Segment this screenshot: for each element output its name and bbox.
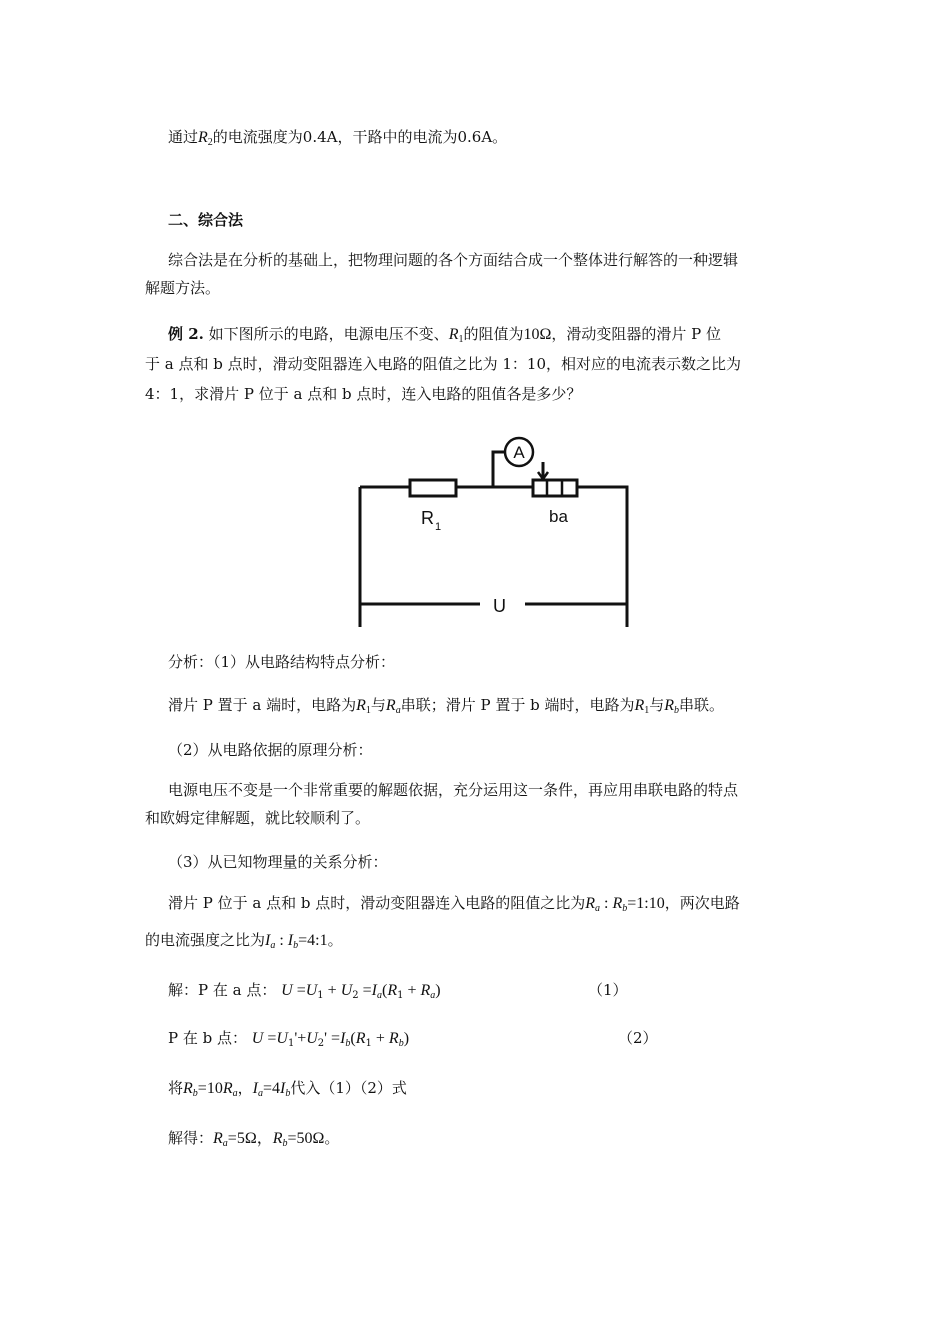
analysis-relation-line1: 滑片 P 位于 a 点和 b 点时，滑动变阻器连入电路的阻值之比为$R_a$ : $R_b=1:10$，两次电路 (168, 894, 740, 914)
analysis-principle-line1: 电源电压不变是一个非常重要的解题依据，充分运用这一条件，再应用串联电路的特点 (168, 781, 739, 799)
equation-number-1: （1） (588, 981, 628, 999)
slider-label: ba (549, 507, 568, 526)
paragraph-intro-line1: 综合法是在分析的基础上，把物理问题的各个方面结合成一个整体进行解答的一种逻辑 (168, 251, 739, 269)
example-line3: 4：1，求滑片 P 位于 a 点和 b 点时，连入电路的阻值各是多少？ (145, 385, 582, 403)
analysis-heading-1: 分析：（1）从电路结构特点分析： (168, 653, 396, 671)
example-label: 例 2. (168, 325, 204, 343)
analysis-structure: 滑片 P 置于 a 端时，电路为$R_1$与$R_a$串联；滑片 P 置于 b 端时，电路为$R_1$与$R_b$串联。 (168, 696, 725, 716)
circuit-diagram (355, 432, 635, 632)
source-label: U (493, 596, 506, 616)
r1-sub-label: 1 (435, 521, 442, 533)
section-heading: 二、综合法 (168, 211, 244, 229)
solution-eq1: 解：P 在 a 点： $U =U_1 + U_2 =I_a(R_1 + R_a)$ (168, 981, 441, 1001)
analysis-principle-line2: 和欧姆定律解题，就比较顺利了。 (145, 809, 371, 827)
symbol-r1: $R_1$ (448, 326, 464, 345)
example-line2: 于 a 点和 b 点时，滑动变阻器连入电路的阻值之比为 1：10，相对应的电流表示数之比为 (145, 355, 742, 373)
solution-substitute: 将$R_b=10R_a$，$I_a=4I_b$代入（1）（2）式 (168, 1079, 407, 1099)
ammeter-label: A (513, 443, 525, 462)
analysis-heading-2: （2）从电路依据的原理分析： (168, 741, 373, 759)
resistor-r1 (410, 480, 456, 496)
r1-label: R (421, 508, 434, 528)
wire-right (577, 487, 627, 627)
paragraph-intro-line2: 解题方法。 (145, 279, 221, 297)
analysis-heading-3: （3）从已知物理量的关系分析： (168, 853, 388, 871)
solution-result: 解得：$R_a=5\Omega$，$R_b=50\Omega$。 (168, 1129, 340, 1149)
example-line1: 例 2. 如下图所示的电路，电源电压不变、$R_1$的阻值为10Ω，滑动变阻器的滑片 P 位 (168, 325, 722, 345)
text: 的电流强度为0.4A，干路中的电流为0.6A。 (212, 128, 508, 146)
symbol-r2: $R_2$ (198, 129, 213, 148)
paragraph-current-result (168, 127, 507, 153)
solution-eq2: P 在 b 点： $U =U_1'+U_2' =I_b(R_1 + R_b)$ (168, 1029, 410, 1049)
wire-ammeter (493, 452, 505, 487)
text: 通过 (168, 128, 199, 146)
equation-number-2: （2） (618, 1029, 658, 1047)
rheostat (533, 480, 577, 496)
analysis-relation-line2: 的电流强度之比为$I_a$ : $I_b=4:1$。 (145, 931, 343, 951)
